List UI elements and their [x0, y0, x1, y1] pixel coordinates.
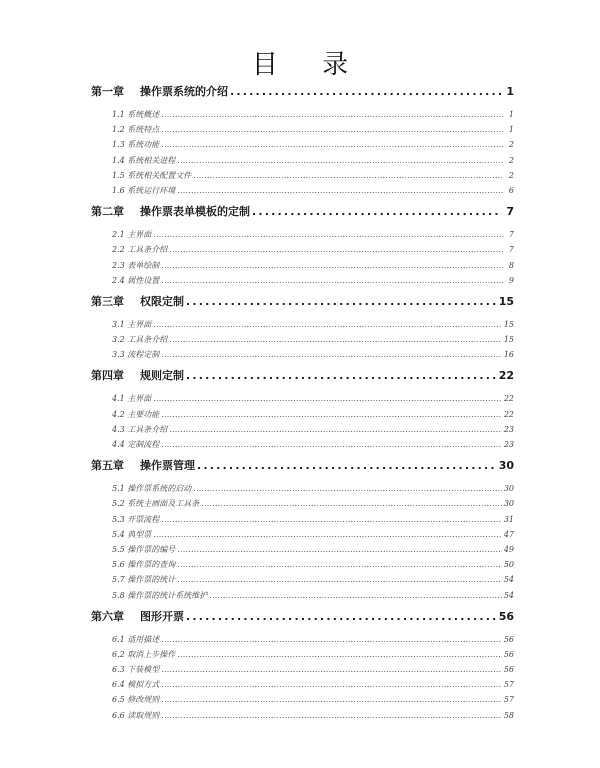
dot-leader [177, 156, 504, 165]
dot-leader [153, 394, 502, 403]
toc-section[interactable] [91, 649, 514, 664]
toc-section[interactable] [91, 155, 514, 170]
section-page-number: 31 [503, 514, 514, 524]
toc-section[interactable] [91, 514, 514, 529]
toc-section[interactable] [91, 439, 514, 454]
chapter-title: 操作票表单模板的定制 [140, 205, 250, 219]
dot-leader [161, 410, 502, 419]
toc-chapter-2[interactable] [91, 203, 514, 224]
toc-section[interactable] [91, 694, 514, 709]
section-page-number: 15 [503, 319, 514, 329]
dot-leader [161, 665, 502, 674]
dot-leader [161, 110, 504, 119]
section-label: 6.3 下装模型 [112, 665, 160, 675]
section-label: 6.6 读取规则 [112, 710, 160, 720]
section-page-number: 2 [508, 155, 514, 165]
section-label: 5.4 典型票 [112, 529, 152, 539]
toc-section[interactable] [91, 275, 514, 290]
dot-leader [186, 610, 497, 623]
section-page-number: 58 [503, 710, 514, 720]
dot-leader [186, 369, 497, 382]
section-label: 4.3 工具条介绍 [112, 424, 168, 434]
section-page-number: 50 [503, 560, 514, 570]
toc-section[interactable] [91, 260, 514, 275]
section-label: 3.1 主界面 [112, 319, 152, 329]
dot-leader [193, 484, 502, 493]
page-title: 目 录 [251, 50, 367, 80]
dot-leader [161, 440, 502, 449]
dot-leader [177, 545, 502, 554]
chapter-title: 图形开票 [140, 609, 184, 623]
dot-leader [209, 591, 502, 600]
dot-leader [169, 425, 502, 434]
section-page-number: 54 [503, 575, 514, 585]
chapter-title: 操作票系统的介绍 [140, 85, 228, 98]
chapter-title: 规则定制 [140, 369, 184, 383]
section-page-number: 22 [503, 409, 514, 419]
section-page-number: 23 [503, 440, 514, 449]
section-label: 5.5 操作票的编号 [112, 544, 176, 554]
dot-leader [161, 261, 504, 270]
section-page-number: 30 [503, 499, 514, 509]
dot-leader [201, 499, 502, 508]
dot-leader [177, 186, 504, 195]
section-page-number: 2 [508, 140, 514, 150]
dot-leader [177, 560, 502, 569]
section-page-number: 56 [503, 634, 514, 644]
toc-section[interactable] [91, 334, 514, 349]
toc-section[interactable] [91, 710, 514, 725]
section-page-number: 56 [503, 665, 514, 675]
section-page-number: 2 [508, 170, 514, 180]
section-label: 1.3 系统功能 [112, 140, 160, 150]
toc-chapter-3[interactable] [91, 293, 514, 314]
dot-leader [193, 171, 504, 180]
toc-chapter-4[interactable] [91, 367, 514, 388]
dot-leader [169, 335, 502, 344]
toc-section[interactable] [91, 185, 514, 200]
section-label: 2.3 表单绘制 [112, 260, 160, 270]
section-label: 2.2 工具条介绍 [112, 245, 168, 255]
chapter-title: 权限定制 [140, 294, 184, 308]
section-page-number: 9 [508, 275, 514, 285]
dot-leader [161, 695, 502, 704]
toc-section[interactable] [91, 559, 514, 574]
chapter-number: 第三章 [91, 294, 124, 308]
section-label: 6.2 取消上步操作 [112, 649, 176, 659]
section-label: 2.4 属性设置 [112, 275, 160, 285]
toc-section[interactable] [91, 393, 514, 408]
dot-leader [169, 245, 504, 254]
section-page-number: 6 [508, 185, 514, 195]
dot-leader [153, 230, 504, 239]
dot-leader [197, 459, 497, 472]
toc-chapter-1[interactable] [91, 83, 514, 104]
section-page-number: 57 [503, 680, 514, 690]
section-page-number: 49 [503, 544, 514, 554]
toc-section[interactable] [91, 590, 514, 605]
toc-section[interactable] [91, 574, 514, 589]
section-label: 6.1 适用描述 [112, 634, 160, 644]
section-label: 5.8 操作票的统计系统维护 [112, 590, 208, 600]
toc-section[interactable] [91, 529, 514, 544]
section-label: 6.5 修改规则 [112, 695, 160, 705]
toc-section[interactable] [91, 109, 514, 124]
section-label: 1.6 系统运行环境 [112, 185, 176, 195]
dot-leader [161, 515, 502, 524]
section-label: 5.6 操作票的查询 [112, 560, 176, 570]
toc-section[interactable] [91, 424, 514, 439]
table-of-contents [91, 80, 514, 725]
toc-section[interactable] [91, 498, 514, 513]
toc-section[interactable] [91, 139, 514, 154]
dot-leader [153, 320, 502, 329]
section-page-number: 56 [503, 649, 514, 659]
chapter-page-number: 1 [506, 85, 514, 98]
dot-leader [186, 295, 497, 308]
section-page-number: 57 [503, 695, 514, 705]
toc-section[interactable] [91, 634, 514, 649]
chapter-number: 第二章 [91, 205, 124, 219]
section-page-number: 47 [503, 529, 514, 539]
section-page-number: 1 [508, 125, 514, 135]
chapter-page-number: 30 [498, 459, 514, 473]
section-label: 5.2 系统主画面及工具条 [112, 499, 200, 509]
toc-section[interactable] [91, 483, 514, 498]
section-page-number: 8 [508, 260, 514, 270]
section-label: 4.4 定制流程 [112, 440, 160, 449]
dot-leader [161, 140, 504, 149]
toc-section[interactable] [91, 679, 514, 694]
section-label: 6.4 模拟方式 [112, 680, 160, 690]
dot-leader [161, 680, 502, 689]
chapter-number: 第五章 [91, 459, 124, 473]
dot-leader [177, 650, 502, 659]
dot-leader [177, 575, 502, 584]
section-label: 3.3 流程定制 [112, 350, 160, 360]
dot-leader [161, 276, 504, 285]
toc-section[interactable] [91, 170, 514, 185]
toc-section[interactable] [91, 229, 514, 244]
dot-leader [161, 125, 504, 134]
section-page-number: 30 [503, 484, 514, 494]
chapter-number: 第四章 [91, 369, 124, 383]
section-label: 1.4 系统相关进程 [112, 155, 176, 165]
dot-leader [161, 711, 502, 720]
toc-section[interactable] [91, 664, 514, 679]
section-label: 4.2 主要功能 [112, 409, 160, 419]
toc-section[interactable] [91, 319, 514, 334]
section-page-number: 15 [503, 335, 514, 345]
section-page-number: 22 [503, 394, 514, 404]
toc-section[interactable] [91, 349, 514, 364]
section-page-number: 23 [503, 424, 514, 434]
section-label: 1.1 系统概述 [112, 110, 160, 119]
toc-chapter-5[interactable] [91, 457, 514, 478]
section-label: 3.2 工具条介绍 [112, 335, 168, 345]
section-label: 5.3 开票流程 [112, 514, 160, 524]
section-page-number: 16 [503, 350, 514, 360]
chapter-title: 操作票管理 [140, 459, 195, 473]
section-label: 1.2 系统特点 [112, 125, 160, 135]
toc-section[interactable] [91, 244, 514, 259]
chapter-page-number: 7 [506, 205, 514, 219]
toc-section[interactable] [91, 544, 514, 559]
chapter-page-number: 15 [498, 294, 514, 308]
dot-leader [153, 530, 502, 539]
dot-leader [161, 635, 502, 644]
dot-leader [161, 350, 502, 359]
section-label: 1.5 系统相关配置文件 [112, 170, 192, 180]
section-page-number: 54 [503, 590, 514, 600]
toc-section[interactable] [91, 409, 514, 424]
section-label: 5.7 操作票的统计 [112, 575, 176, 585]
chapter-page-number: 22 [498, 369, 514, 383]
dot-leader [230, 85, 502, 98]
toc-section[interactable] [91, 124, 514, 139]
section-page-number: 7 [508, 245, 514, 255]
toc-chapter-6[interactable] [91, 608, 514, 629]
section-label: 2.1 主界面 [112, 230, 152, 240]
chapter-number: 第六章 [91, 609, 124, 623]
section-label: 4.1 主界面 [112, 394, 152, 404]
chapter-page-number: 56 [498, 609, 514, 623]
section-label: 5.1 操作票系统的启动 [112, 484, 192, 494]
section-page-number: 1 [508, 110, 514, 119]
section-page-number: 7 [508, 230, 514, 240]
dot-leader [252, 205, 502, 218]
chapter-number: 第一章 [91, 85, 124, 98]
